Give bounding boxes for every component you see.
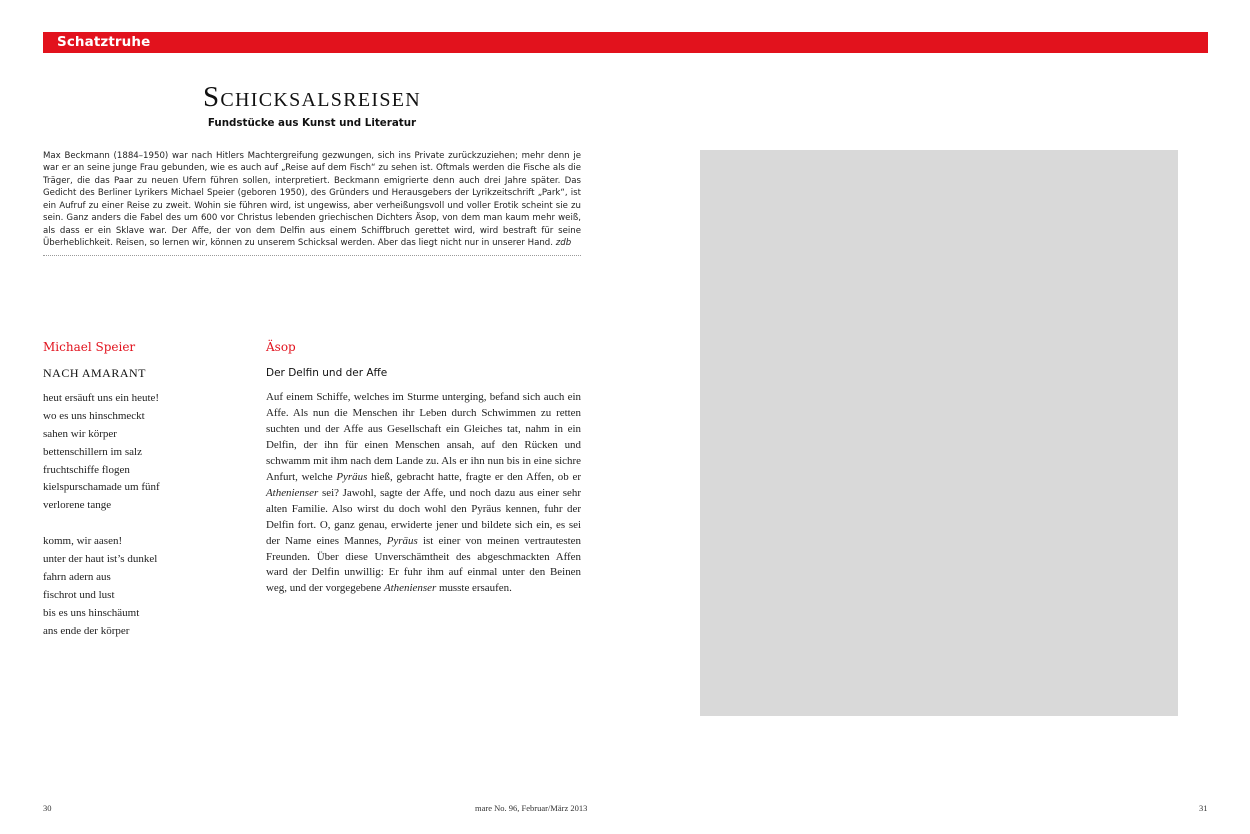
- fable-emphasis: Pyräus: [336, 470, 368, 483]
- poem-line: unter der haut ist’s dunkel: [43, 553, 158, 566]
- poem-line: heut ersäuft uns ein heute!: [43, 392, 160, 404]
- page-number-left: 30: [43, 803, 52, 813]
- poem-line: sahen wir körper: [43, 427, 117, 440]
- section-banner: [43, 32, 1208, 53]
- fable-emphasis: Pyräus: [386, 534, 418, 547]
- poem-line: bis es uns hinschäumt: [43, 606, 140, 619]
- intro-signature: zdb: [555, 238, 572, 249]
- page-number-right: 31: [1199, 803, 1208, 813]
- poem-line: fruchtschiffe flogen: [43, 463, 130, 476]
- fable-text-part: Auf einem Schiffe, welches im Sturme unterging, befand sich auch ein Affe. Als nun die Menschen ihr Leben durch Schwimmen zu retten suchten und der Affe aus Gesellschaft ein Gleiches tat, nahm in ein Delfin, der ihn für einen Menschen ansah, auf den Rücken und schwamm mit ihm nach dem Lande zu. Als er ihn nun bis in eine sichre Anfurt, welche: [266, 391, 581, 483]
- fable-text: [266, 390, 581, 597]
- poem-line: wo es uns hinschmeckt: [43, 409, 145, 422]
- section-label: Schatztruhe: [57, 34, 151, 50]
- poem-author: Michael Speier: [43, 340, 136, 354]
- artwork-image-placeholder: [700, 150, 1178, 716]
- poem-title: NACH AMARANT: [43, 366, 147, 380]
- fable-emphasis: Athenienser: [266, 486, 319, 499]
- poem-line: verlorene tange: [43, 499, 112, 512]
- fable-text-part: musste ersaufen.: [438, 582, 512, 595]
- fable-text-part: hieß, gebracht hatte, fragte er den Affen, ob er: [371, 470, 581, 483]
- fable-text-part: sei? Jawohl, sagte der Affe, und noch dazu aus einer sehr alten Familie. Also wirst du doch wohl den Pyräus kennen, fuhr der Delfin fort. O, ganz genau, erwiderte jener und bildete sich ein, es sei der Name eines Mannes,: [266, 486, 582, 547]
- poem-line: komm, wir aasen!: [43, 535, 123, 548]
- intro-paragraph: [43, 150, 581, 250]
- poem-line: bettenschillern im salz: [43, 445, 142, 458]
- issue-info: mare No. 96, Februar/März 2013: [475, 803, 588, 813]
- poem-line: fischrot und lust: [43, 588, 115, 601]
- fable-text-part: ist einer von meinen vertrautesten Freunden. Über diese Unverschämtheit des abgeschmackten Affen ward der Delfin unwillig: Er fuhr ihm auf einmal unter den Beinen weg, und der vorgegebene: [266, 534, 582, 595]
- poem-line: kielspurschamade um fünf: [43, 481, 160, 494]
- poem-line: ans ende der körper: [43, 624, 130, 637]
- fable-title: Der Delfin und der Affe: [266, 367, 388, 379]
- fable-emphasis: Athenienser: [383, 582, 437, 595]
- poem: [43, 390, 243, 640]
- fable-author: Äsop: [266, 340, 296, 354]
- dotted-divider: [43, 255, 581, 256]
- page-subtitle: Fundstücke aus Kunst und Literatur: [207, 117, 417, 129]
- poem-line: fahrn adern aus: [43, 570, 111, 583]
- page-title: Schicksalsreisen: [202, 81, 422, 113]
- stanza-break: [43, 515, 243, 533]
- intro-text: Max Beckmann (1884–1950) war nach Hitlers Machtergreifung gezwungen, sich ins Private zurückzuziehen; mehr denn je war er an seine junge Frau gebunden, wie es auch auf „Reise auf dem Fisch“ zu sehen ist. Oftmals werden die Fische als die Träger, die das Paar zu neuen Ufern führen sollen, interpretiert. Beckmann emigrierte denn auch drei Jahre später. Das Gedicht des Berliner Lyrikers Michael Speier (geboren 1950), des Gründers und Herausgebers der Lyrikzeitschrift „Park“, ist ein Aufruf zu einer Reise zu zweit. Wohin sie führen wird, ist ungewiss, aber verheißungsvoll und voller Erotik scheint sie zu sein. Ganz anders die Fabel des um 600 vor Christus lebenden griechischen Dichters Äsop, von dem man kaum mehr weiß, als dass er ein Sklave war. Der Affe, der von dem Delfin aus einem Schiffbruch gerettet wird, wird bestraft für seine Überheblichkeit. Reisen, so lernen wir, können zu unserem Schicksal werden. Aber das liegt nicht nur in unserer Hand.: [43, 151, 581, 249]
